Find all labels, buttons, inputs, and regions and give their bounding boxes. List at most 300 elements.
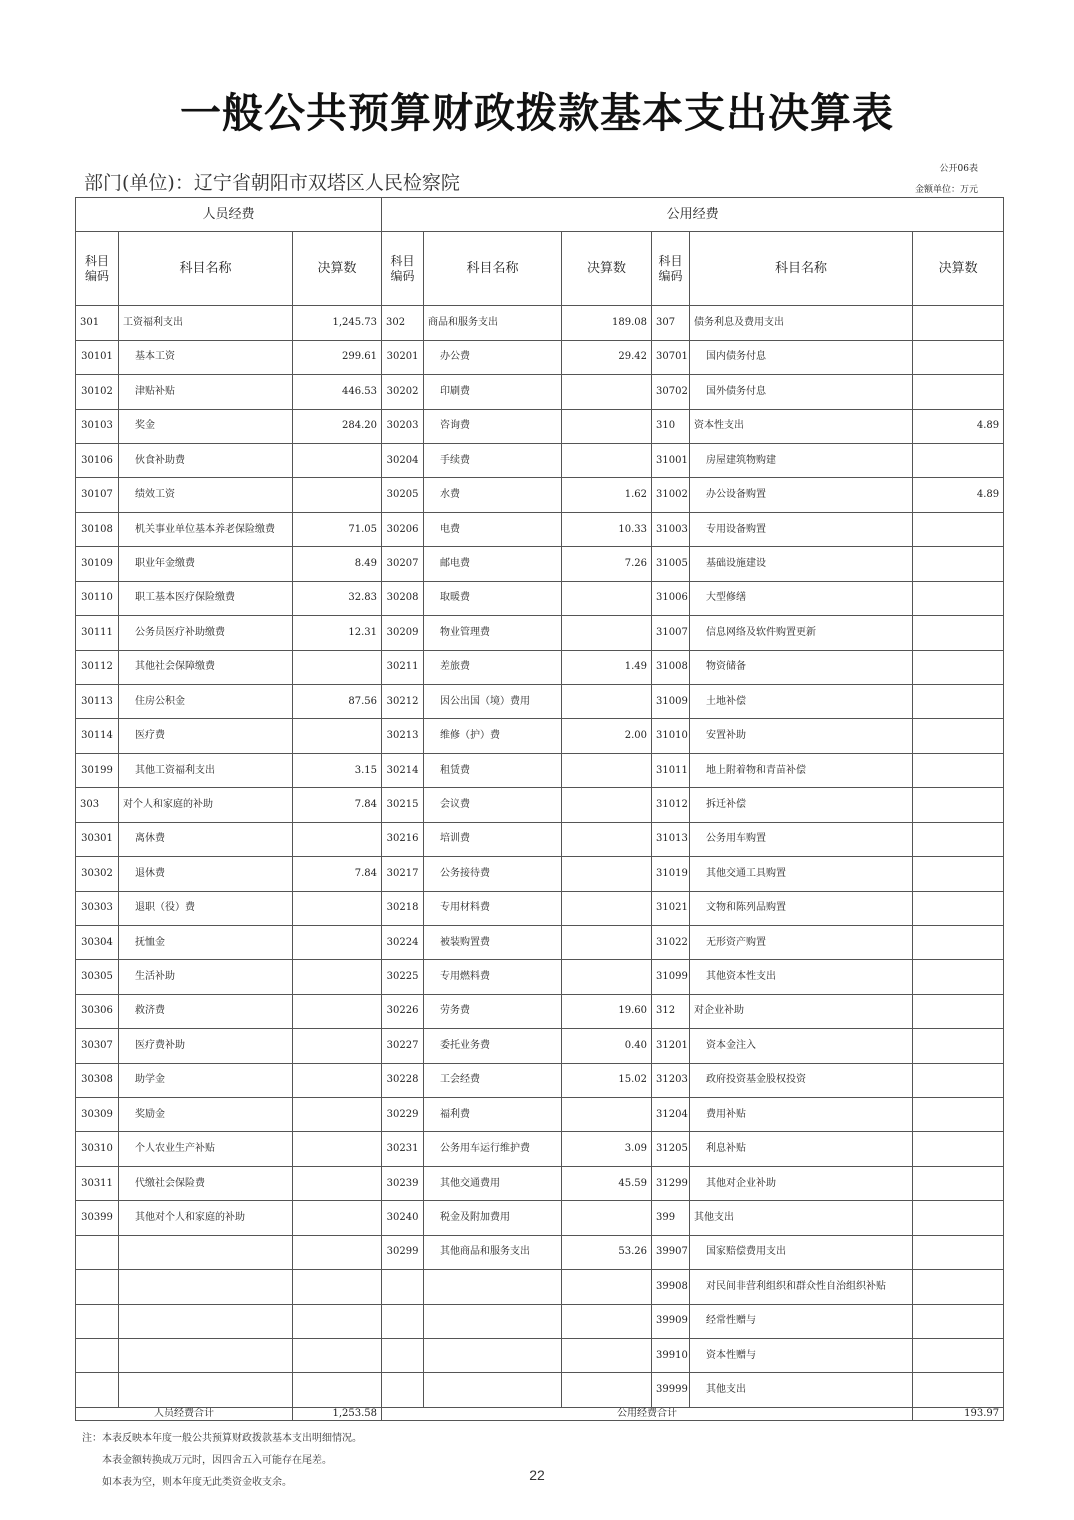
subject-code-cell: 30302 bbox=[76, 857, 119, 891]
subject-code-cell: 30215 bbox=[382, 788, 424, 822]
subject-code-cell bbox=[76, 1304, 119, 1338]
subject-name-cell: 对个人和家庭的补助 bbox=[119, 788, 293, 822]
subject-name-cell: 公务接待费 bbox=[424, 857, 562, 891]
subject-name-cell: 伙食补助费 bbox=[119, 444, 293, 478]
subject-code-cell: 30207 bbox=[382, 547, 424, 581]
subject-name-cell: 代缴社会保险费 bbox=[119, 1166, 293, 1200]
amount-cell bbox=[293, 1029, 382, 1063]
subject-code-cell: 31005 bbox=[652, 547, 690, 581]
subject-name-cell: 医疗费 bbox=[119, 719, 293, 753]
amount-cell: 1.49 bbox=[562, 650, 652, 684]
subject-code-cell: 30211 bbox=[382, 650, 424, 684]
amount-cell bbox=[913, 857, 1004, 891]
subject-code-cell: 31007 bbox=[652, 616, 690, 650]
subject-name-cell: 绩效工资 bbox=[119, 478, 293, 512]
subject-code-cell bbox=[76, 1235, 119, 1269]
subject-name-cell: 费用补贴 bbox=[690, 1098, 913, 1132]
subject-code-cell: 30209 bbox=[382, 616, 424, 650]
amount-cell: 29.42 bbox=[562, 340, 652, 374]
subject-name-cell: 其他支出 bbox=[690, 1201, 913, 1235]
amount-cell: 2.00 bbox=[562, 719, 652, 753]
header-code-text: 科目 bbox=[84, 254, 109, 269]
subject-code-cell: 303 bbox=[76, 788, 119, 822]
subject-code-cell: 31009 bbox=[652, 684, 690, 718]
table-row bbox=[76, 1132, 1004, 1166]
amount-cell bbox=[293, 1201, 382, 1235]
subject-name-cell: 退休费 bbox=[119, 857, 293, 891]
subject-code-cell: 30304 bbox=[76, 925, 119, 959]
table-row bbox=[76, 512, 1004, 546]
subject-name-cell: 邮电费 bbox=[424, 547, 562, 581]
amount-cell: 189.08 bbox=[562, 306, 652, 340]
amount-cell bbox=[562, 616, 652, 650]
subject-code-cell: 30111 bbox=[76, 616, 119, 650]
header-code bbox=[76, 232, 119, 306]
subject-name-cell: 退职（役）费 bbox=[119, 891, 293, 925]
subject-code-cell: 30216 bbox=[382, 822, 424, 856]
amount-cell bbox=[913, 581, 1004, 615]
amount-cell bbox=[913, 960, 1004, 994]
table-row bbox=[76, 1270, 1004, 1304]
amount-cell bbox=[293, 1373, 382, 1407]
subject-code-cell: 30311 bbox=[76, 1166, 119, 1200]
subject-code-cell: 30110 bbox=[76, 581, 119, 615]
amount-cell bbox=[293, 444, 382, 478]
subject-name-cell: 信息网络及软件购置更新 bbox=[690, 616, 913, 650]
subject-code-cell: 30203 bbox=[382, 409, 424, 443]
table-row bbox=[76, 1063, 1004, 1097]
subject-name-cell: 专用燃料费 bbox=[424, 960, 562, 994]
subject-code-cell: 30229 bbox=[382, 1098, 424, 1132]
subject-name-cell: 其他社会保障缴费 bbox=[119, 650, 293, 684]
subject-name-cell: 劳务费 bbox=[424, 994, 562, 1028]
subject-name-cell: 其他商品和服务支出 bbox=[424, 1235, 562, 1269]
subject-code-cell: 31003 bbox=[652, 512, 690, 546]
amount-cell: 0.40 bbox=[562, 1029, 652, 1063]
table-row bbox=[76, 650, 1004, 684]
subject-name-cell: 维修（护）费 bbox=[424, 719, 562, 753]
subject-code-cell: 39908 bbox=[652, 1270, 690, 1304]
subject-name-cell bbox=[119, 1304, 293, 1338]
subject-name-cell: 会议费 bbox=[424, 788, 562, 822]
subject-code-cell: 31205 bbox=[652, 1132, 690, 1166]
amount-cell bbox=[913, 1201, 1004, 1235]
subject-name-cell bbox=[119, 1235, 293, 1269]
subject-code-cell: 30114 bbox=[76, 719, 119, 753]
subject-code-cell: 30102 bbox=[76, 375, 119, 409]
section-personnel: 人员经费 bbox=[76, 198, 382, 232]
amount-cell: 299.61 bbox=[293, 340, 382, 374]
amount-cell bbox=[913, 719, 1004, 753]
subject-code-cell: 31099 bbox=[652, 960, 690, 994]
amount-cell bbox=[562, 788, 652, 822]
subject-code-cell: 30240 bbox=[382, 1201, 424, 1235]
subject-name-cell: 经常性赠与 bbox=[690, 1304, 913, 1338]
subject-name-cell: 助学金 bbox=[119, 1063, 293, 1097]
table-row bbox=[76, 753, 1004, 787]
subject-name-cell: 津贴补贴 bbox=[119, 375, 293, 409]
table-row bbox=[76, 1338, 1004, 1372]
amount-cell bbox=[562, 960, 652, 994]
amount-cell bbox=[562, 1098, 652, 1132]
amount-cell bbox=[913, 1029, 1004, 1063]
amount-cell bbox=[913, 1098, 1004, 1132]
subject-code-cell bbox=[76, 1338, 119, 1372]
subject-code-cell: 30112 bbox=[76, 650, 119, 684]
subject-code-cell: 30226 bbox=[382, 994, 424, 1028]
amount-cell bbox=[293, 719, 382, 753]
subject-code-cell bbox=[382, 1338, 424, 1372]
table-row bbox=[76, 891, 1004, 925]
header-amount: 决算数 bbox=[562, 232, 652, 306]
amount-cell bbox=[293, 1132, 382, 1166]
subject-name-cell: 地上附着物和青苗补偿 bbox=[690, 753, 913, 787]
subject-name-cell: 其他工资福利支出 bbox=[119, 753, 293, 787]
subject-code-cell: 30308 bbox=[76, 1063, 119, 1097]
subject-name-cell: 办公设备购置 bbox=[690, 478, 913, 512]
amount-cell bbox=[562, 925, 652, 959]
amount-cell bbox=[913, 788, 1004, 822]
amount-cell: 8.49 bbox=[293, 547, 382, 581]
amount-cell: 284.20 bbox=[293, 409, 382, 443]
amount-cell bbox=[562, 684, 652, 718]
table-row bbox=[76, 1166, 1004, 1200]
subject-code-cell: 31203 bbox=[652, 1063, 690, 1097]
footnote: 本表金额转换成万元时，因四舍五入可能存在尾差。 bbox=[102, 1455, 332, 1466]
subject-name-cell: 离休费 bbox=[119, 822, 293, 856]
subject-name-cell: 工资福利支出 bbox=[119, 306, 293, 340]
subject-code-cell: 30307 bbox=[76, 1029, 119, 1063]
page-number: 22 bbox=[529, 1467, 545, 1483]
amount-cell bbox=[913, 340, 1004, 374]
subject-name-cell: 文物和陈列品购置 bbox=[690, 891, 913, 925]
amount-cell bbox=[913, 1132, 1004, 1166]
subject-code-cell: 30399 bbox=[76, 1201, 119, 1235]
subject-name-cell: 租赁费 bbox=[424, 753, 562, 787]
subject-code-cell: 39910 bbox=[652, 1338, 690, 1372]
subject-code-cell: 31021 bbox=[652, 891, 690, 925]
subject-code-cell: 30227 bbox=[382, 1029, 424, 1063]
amount-cell bbox=[913, 1063, 1004, 1097]
subject-code-cell: 30217 bbox=[382, 857, 424, 891]
subject-code-cell: 30206 bbox=[382, 512, 424, 546]
subject-code-cell: 31002 bbox=[652, 478, 690, 512]
amount-cell bbox=[562, 822, 652, 856]
subject-code-cell: 31299 bbox=[652, 1166, 690, 1200]
subject-code-cell: 307 bbox=[652, 306, 690, 340]
footnote: 注：本表反映本年度一般公共预算财政拨款基本支出明细情况。 bbox=[82, 1433, 362, 1444]
subject-code-cell: 30106 bbox=[76, 444, 119, 478]
amount-cell bbox=[913, 1235, 1004, 1269]
amount-cell bbox=[293, 994, 382, 1028]
form-number: 公开06表 bbox=[939, 164, 978, 174]
amount-cell bbox=[562, 375, 652, 409]
header-code-text: 编码 bbox=[658, 268, 683, 283]
subject-code-cell: 30205 bbox=[382, 478, 424, 512]
subject-name-cell: 公务用车运行维护费 bbox=[424, 1132, 562, 1166]
amount-cell bbox=[913, 616, 1004, 650]
amount-cell: 10.33 bbox=[562, 512, 652, 546]
subject-name-cell: 机关事业单位基本养老保险缴费 bbox=[119, 512, 293, 546]
amount-cell bbox=[562, 1201, 652, 1235]
table-row bbox=[76, 444, 1004, 478]
subject-code-cell bbox=[382, 1373, 424, 1407]
department-label: 部门(单位)：辽宁省朝阳市双塔区人民检察院 bbox=[84, 172, 460, 194]
subject-code-cell: 31022 bbox=[652, 925, 690, 959]
amount-cell bbox=[913, 375, 1004, 409]
subject-code-cell: 30202 bbox=[382, 375, 424, 409]
column-header-row bbox=[76, 232, 1004, 306]
subject-name-cell: 土地补偿 bbox=[690, 684, 913, 718]
table-row bbox=[76, 1098, 1004, 1132]
subject-name-cell: 印刷费 bbox=[424, 375, 562, 409]
subject-code-cell: 39909 bbox=[652, 1304, 690, 1338]
subject-name-cell: 其他交通工具购置 bbox=[690, 857, 913, 891]
subject-name-cell: 其他对个人和家庭的补助 bbox=[119, 1201, 293, 1235]
amount-cell: 7.84 bbox=[293, 788, 382, 822]
subject-code-cell: 31019 bbox=[652, 857, 690, 891]
subject-code-cell: 30213 bbox=[382, 719, 424, 753]
subject-name-cell: 资本性支出 bbox=[690, 409, 913, 443]
header-code-text: 科目 bbox=[658, 254, 683, 269]
subject-code-cell: 31008 bbox=[652, 650, 690, 684]
subject-code-cell bbox=[382, 1270, 424, 1304]
amount-cell bbox=[293, 925, 382, 959]
table-row bbox=[76, 1201, 1004, 1235]
subject-code-cell: 30108 bbox=[76, 512, 119, 546]
subject-code-cell: 30214 bbox=[382, 753, 424, 787]
subject-name-cell: 债务利息及费用支出 bbox=[690, 306, 913, 340]
subject-name-cell bbox=[119, 1373, 293, 1407]
header-name: 科目名称 bbox=[424, 232, 562, 306]
subject-name-cell: 拆迁补偿 bbox=[690, 788, 913, 822]
amount-cell bbox=[293, 1098, 382, 1132]
subject-code-cell: 31013 bbox=[652, 822, 690, 856]
amount-cell bbox=[562, 857, 652, 891]
subject-code-cell: 399 bbox=[652, 1201, 690, 1235]
subject-code-cell: 30218 bbox=[382, 891, 424, 925]
subject-code-cell: 30113 bbox=[76, 684, 119, 718]
subject-name-cell: 专用材料费 bbox=[424, 891, 562, 925]
subject-name-cell: 手续费 bbox=[424, 444, 562, 478]
subject-name-cell: 大型修缮 bbox=[690, 581, 913, 615]
subject-code-cell: 30702 bbox=[652, 375, 690, 409]
subject-code-cell: 312 bbox=[652, 994, 690, 1028]
subject-name-cell bbox=[424, 1338, 562, 1372]
amount-cell: 19.60 bbox=[562, 994, 652, 1028]
totals-row bbox=[76, 1407, 1004, 1420]
subject-name-cell: 资本性赠与 bbox=[690, 1338, 913, 1372]
amount-cell bbox=[293, 1063, 382, 1097]
subject-name-cell: 对企业补助 bbox=[690, 994, 913, 1028]
subject-name-cell: 奖励金 bbox=[119, 1098, 293, 1132]
amount-cell bbox=[913, 1166, 1004, 1200]
header-amount: 决算数 bbox=[293, 232, 382, 306]
amount-cell bbox=[913, 444, 1004, 478]
amount-cell: 3.09 bbox=[562, 1132, 652, 1166]
subject-code-cell bbox=[382, 1304, 424, 1338]
public-total-value: 193.97 bbox=[913, 1407, 1004, 1420]
table-row bbox=[76, 547, 1004, 581]
amount-cell bbox=[293, 1338, 382, 1372]
amount-cell bbox=[562, 1270, 652, 1304]
amount-cell: 32.83 bbox=[293, 581, 382, 615]
table-row bbox=[76, 478, 1004, 512]
subject-name-cell: 国内债务付息 bbox=[690, 340, 913, 374]
amount-cell bbox=[913, 512, 1004, 546]
subject-code-cell: 30306 bbox=[76, 994, 119, 1028]
amount-cell: 4.89 bbox=[913, 478, 1004, 512]
subject-name-cell: 资本金注入 bbox=[690, 1029, 913, 1063]
section-public: 公用经费 bbox=[382, 198, 1004, 232]
header-amount: 决算数 bbox=[913, 232, 1004, 306]
subject-code-cell: 30228 bbox=[382, 1063, 424, 1097]
subject-name-cell: 物业管理费 bbox=[424, 616, 562, 650]
subject-code-cell: 31006 bbox=[652, 581, 690, 615]
expenditure-table bbox=[75, 197, 1004, 1421]
subject-name-cell: 国家赔偿费用支出 bbox=[690, 1235, 913, 1269]
subject-code-cell: 30239 bbox=[382, 1166, 424, 1200]
subject-code-cell: 30208 bbox=[382, 581, 424, 615]
subject-code-cell: 31012 bbox=[652, 788, 690, 822]
subject-name-cell: 物资储备 bbox=[690, 650, 913, 684]
subject-name-cell: 生活补助 bbox=[119, 960, 293, 994]
subject-name-cell: 咨询费 bbox=[424, 409, 562, 443]
subject-name-cell: 抚恤金 bbox=[119, 925, 293, 959]
amount-cell bbox=[562, 753, 652, 787]
amount-cell bbox=[913, 547, 1004, 581]
amount-cell bbox=[293, 1235, 382, 1269]
table-row bbox=[76, 1235, 1004, 1269]
amount-cell bbox=[913, 1304, 1004, 1338]
amount-cell bbox=[562, 891, 652, 925]
subject-name-cell: 电费 bbox=[424, 512, 562, 546]
subject-name-cell bbox=[424, 1270, 562, 1304]
amount-cell bbox=[562, 444, 652, 478]
subject-code-cell: 30201 bbox=[382, 340, 424, 374]
personnel-total-value: 1,253.58 bbox=[293, 1407, 382, 1420]
header-code-text: 编码 bbox=[390, 268, 415, 283]
table-row bbox=[76, 857, 1004, 891]
subject-name-cell: 工会经费 bbox=[424, 1063, 562, 1097]
subject-name-cell: 商品和服务支出 bbox=[424, 306, 562, 340]
footnotes bbox=[82, 1428, 362, 1494]
subject-code-cell: 310 bbox=[652, 409, 690, 443]
amount-cell: 71.05 bbox=[293, 512, 382, 546]
table-row bbox=[76, 719, 1004, 753]
subject-code-cell: 30225 bbox=[382, 960, 424, 994]
table-row bbox=[76, 375, 1004, 409]
subject-name-cell: 对民间非营利组织和群众性自治组织补贴 bbox=[690, 1270, 913, 1304]
table-row bbox=[76, 1373, 1004, 1407]
amount-cell bbox=[913, 822, 1004, 856]
subject-name-cell bbox=[119, 1270, 293, 1304]
subject-code-cell: 30309 bbox=[76, 1098, 119, 1132]
footnote: 如本表为空，则本年度无此类资金收支余。 bbox=[102, 1477, 292, 1488]
amount-cell: 15.02 bbox=[562, 1063, 652, 1097]
subject-code-cell: 301 bbox=[76, 306, 119, 340]
subject-code-cell: 31010 bbox=[652, 719, 690, 753]
header-name: 科目名称 bbox=[690, 232, 913, 306]
amount-unit: 金额单位：万元 bbox=[914, 185, 978, 195]
amount-cell: 4.89 bbox=[913, 409, 1004, 443]
amount-cell bbox=[913, 1338, 1004, 1372]
amount-cell bbox=[913, 994, 1004, 1028]
subject-name-cell: 专用设备购置 bbox=[690, 512, 913, 546]
subject-code-cell: 30303 bbox=[76, 891, 119, 925]
amount-cell: 446.53 bbox=[293, 375, 382, 409]
subject-code-cell: 30224 bbox=[382, 925, 424, 959]
amount-cell bbox=[913, 1270, 1004, 1304]
subject-name-cell: 国外债务付息 bbox=[690, 375, 913, 409]
amount-cell: 45.59 bbox=[562, 1166, 652, 1200]
header-code bbox=[652, 232, 690, 306]
table-row bbox=[76, 822, 1004, 856]
subject-name-cell: 奖金 bbox=[119, 409, 293, 443]
subject-name-cell: 委托业务费 bbox=[424, 1029, 562, 1063]
subject-code-cell: 31201 bbox=[652, 1029, 690, 1063]
amount-cell bbox=[913, 891, 1004, 925]
amount-cell: 87.56 bbox=[293, 684, 382, 718]
amount-cell: 7.84 bbox=[293, 857, 382, 891]
subject-code-cell: 30101 bbox=[76, 340, 119, 374]
subject-name-cell: 因公出国（境）费用 bbox=[424, 684, 562, 718]
subject-code-cell: 30299 bbox=[382, 1235, 424, 1269]
subject-code-cell: 30310 bbox=[76, 1132, 119, 1166]
amount-cell bbox=[562, 581, 652, 615]
subject-name-cell: 差旅费 bbox=[424, 650, 562, 684]
subject-name-cell: 住房公积金 bbox=[119, 684, 293, 718]
subject-code-cell: 30212 bbox=[382, 684, 424, 718]
subject-name-cell bbox=[424, 1373, 562, 1407]
amount-cell bbox=[562, 1304, 652, 1338]
subject-name-cell: 其他支出 bbox=[690, 1373, 913, 1407]
amount-cell bbox=[562, 1338, 652, 1372]
amount-cell bbox=[293, 1166, 382, 1200]
amount-cell: 1.62 bbox=[562, 478, 652, 512]
table-row bbox=[76, 1029, 1004, 1063]
amount-cell: 1,245.73 bbox=[293, 306, 382, 340]
amount-cell bbox=[913, 306, 1004, 340]
personnel-total-label: 人员经费合计 bbox=[76, 1407, 293, 1420]
subject-name-cell: 医疗费补助 bbox=[119, 1029, 293, 1063]
subject-code-cell: 30231 bbox=[382, 1132, 424, 1166]
amount-cell: 12.31 bbox=[293, 616, 382, 650]
header-name: 科目名称 bbox=[119, 232, 293, 306]
subject-code-cell: 30107 bbox=[76, 478, 119, 512]
subject-name-cell: 职业年金缴费 bbox=[119, 547, 293, 581]
subject-name-cell: 水费 bbox=[424, 478, 562, 512]
subject-code-cell: 39999 bbox=[652, 1373, 690, 1407]
amount-cell bbox=[913, 650, 1004, 684]
section-header-row bbox=[76, 198, 1004, 232]
table-row bbox=[76, 581, 1004, 615]
subject-name-cell: 其他资本性支出 bbox=[690, 960, 913, 994]
subject-code-cell: 30301 bbox=[76, 822, 119, 856]
subject-code-cell: 30701 bbox=[652, 340, 690, 374]
table-row bbox=[76, 994, 1004, 1028]
amount-cell bbox=[913, 1373, 1004, 1407]
amount-cell: 53.26 bbox=[562, 1235, 652, 1269]
subject-name-cell: 基础设施建设 bbox=[690, 547, 913, 581]
subject-name-cell: 个人农业生产补贴 bbox=[119, 1132, 293, 1166]
header-code-text: 编码 bbox=[84, 268, 109, 283]
amount-cell bbox=[913, 684, 1004, 718]
subject-name-cell: 办公费 bbox=[424, 340, 562, 374]
amount-cell bbox=[293, 478, 382, 512]
table-row bbox=[76, 1304, 1004, 1338]
subject-name-cell: 政府投资基金股权投资 bbox=[690, 1063, 913, 1097]
